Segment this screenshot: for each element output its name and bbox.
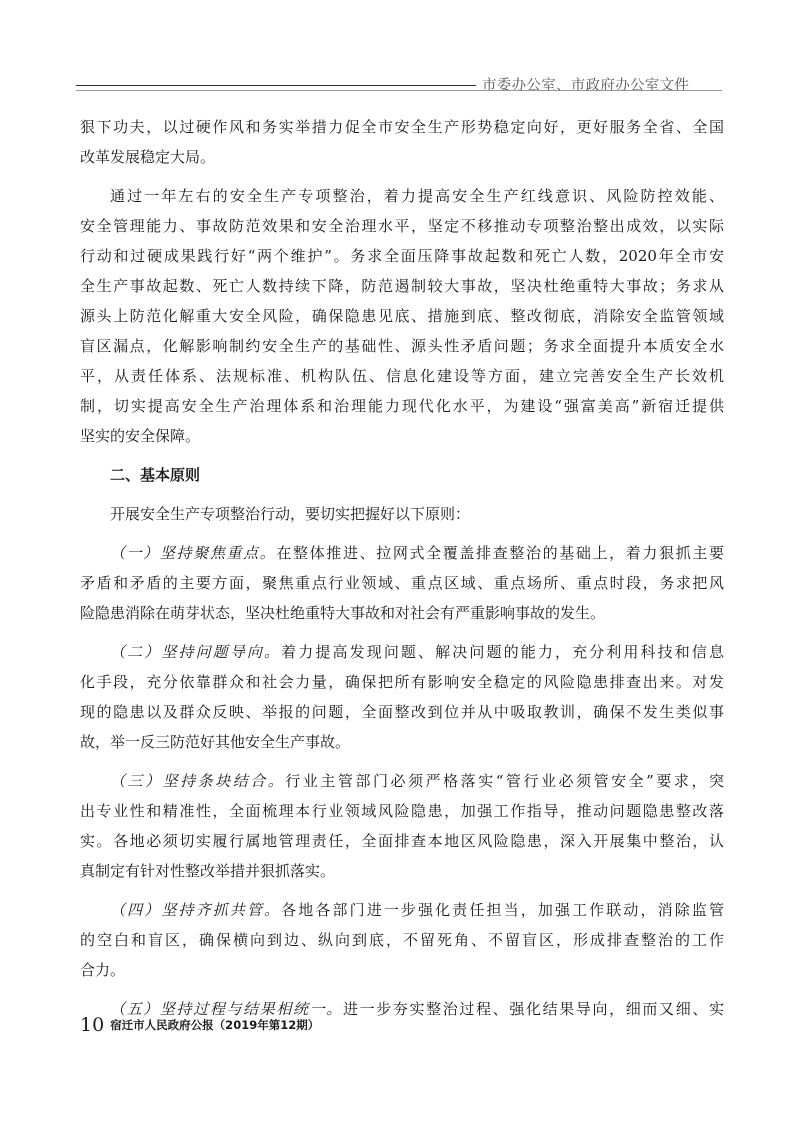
publication-name: 宿迁市人民政府公报（2019年第12期） [110, 1018, 320, 1032]
header-rule-under [76, 90, 722, 91]
text-line: 真制定有针对性整改举措并狠抓落实。 [80, 862, 336, 880]
text-line: 源头上防范化解重大安全风险，确保隐患见底、措施到底、整改彻底，消除安全监管领域 [80, 307, 724, 325]
principle-text: 各地各部门进一步强化责任担当，加强工作联动，消除监管 [281, 901, 724, 919]
text-line: 狠下功夫，以过硬作风和务实举措力促全市安全生产形势稳定向好，更好服务全省、全国 [80, 118, 724, 136]
text-line: 通过一年左右的安全生产专项整治，着力提高安全生产红线意识、风险防控效能、 [110, 187, 724, 205]
principle-lead: （一）坚持聚焦重点。 [110, 544, 277, 562]
text-line: 故，举一反三防范好其他安全生产事故。 [80, 733, 351, 751]
text-line: 实。各地必须切实履行属地管理责任，全面排查本地区风险隐患，深入开展集中整治，认 [80, 832, 724, 850]
principle-line [80, 895, 724, 925]
principle-text: 着力提高发现问题、解决问题的能力，充分利用科技和信息 [281, 643, 724, 661]
text-line: 现的隐患以及群众反映、举报的问题，全面整改到位并从中吸取教训，确保不发生类似事 [80, 703, 724, 721]
text-line: 全生产事故起数、死亡人数持续下降，防范遏制较大事故，坚决杜绝重特大事故；务求从 [80, 277, 724, 295]
text-line: 的空白和盲区，确保横向到边、纵向到底，不留死角、不留盲区，形成排查整治的工作 [80, 931, 724, 949]
text-line: 化手段，充分依靠群众和社会力量，确保把所有影响安全稳定的风险隐患排查出来。对发 [80, 673, 724, 691]
text-line: 改革发展稳定大局。 [80, 148, 216, 166]
principle-lead: （五）坚持过程与结果相统一。 [110, 1000, 343, 1018]
text-line: 出专业性和精准性，全面梳理本行业领域风险隐患，加强工作指导，推动问题隐患整改落 [80, 802, 724, 820]
text-line: 行动和过硬成果践行好“两个维护”。务求全面压降事故起数和死亡人数，2020年全市安 [80, 247, 724, 265]
text-line: 安全管理能力、事故防范效果和安全治理水平，坚定不移推动专项整治整出成效，以实际 [80, 217, 724, 235]
principle-text: 在整体推进、拉网式全覆盖排查整治的基础上，着力狠抓主要 [276, 544, 724, 562]
principle-text: 进一步夯实整治过程、强化结果导向，细而又细、实 [342, 1000, 724, 1018]
text-line: 矛盾和矛盾的主要方面，聚焦重点行业领域、重点区域、重点场所、重点时段，务求把风 [80, 574, 724, 592]
principle-text: 行业主管部门必须严格落实“管行业必须管安全”要求，突 [285, 772, 724, 790]
text-line: 险隐患消除在萌芽状态，坚决杜绝重特大事故和对社会有严重影响事故的发生。 [80, 604, 606, 622]
header-title: 市委办公室、市政府办公室文件 [482, 78, 690, 94]
principle-lead: （二）坚持问题导向。 [110, 643, 282, 661]
page-footer [80, 1014, 740, 1036]
text-line: 合力。 [80, 961, 126, 979]
text-line: 坚实的安全保障。 [80, 427, 201, 445]
principle-line [80, 766, 724, 796]
principle-line [80, 637, 724, 667]
principle-line [80, 538, 724, 568]
text-line: 制，切实提高安全生产治理体系和治理能力现代化水平，为建设“强富美高”新宿迁提供 [80, 397, 724, 415]
principle-lead: （四）坚持齐抓共管。 [110, 901, 282, 919]
principle-lead: （三）坚持条块结合。 [110, 772, 286, 790]
document-body [80, 112, 724, 1024]
text-line: 盲区漏点，化解影响制约安全生产的基础性、源头性矛盾问题；务求全面提升本质安全水 [80, 337, 724, 355]
page-number: 10 [80, 1014, 105, 1036]
section-heading: 二、基本原则 [110, 466, 201, 484]
header-rule [76, 85, 476, 86]
text-line: 平，从责任体系、法规标准、机构队伍、信息化建设等方面，建立完善安全生产长效机 [80, 367, 724, 385]
text-line: 开展安全生产专项整治行动，要切实把握好以下原则： [110, 505, 471, 523]
